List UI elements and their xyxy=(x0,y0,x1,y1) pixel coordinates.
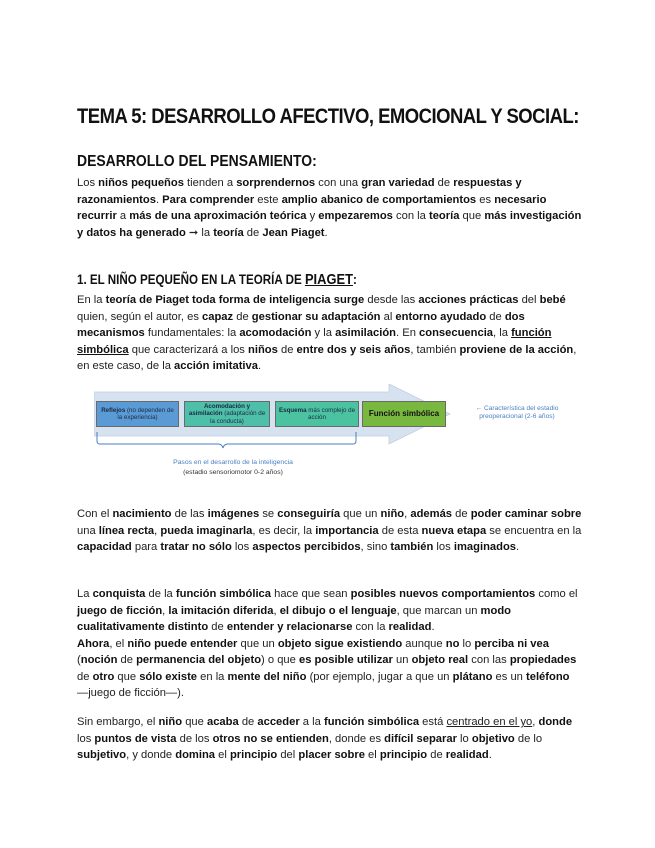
bold-run: perciba ni vea xyxy=(474,637,549,650)
bold-run: principio xyxy=(229,749,278,761)
bold-run: posibles nuevos comportamientos xyxy=(350,588,536,600)
bold-run: entender y relacionarse xyxy=(226,621,353,633)
bold-run: otro xyxy=(92,670,115,683)
bold-run: teoría de Piaget toda forma de inteligencia surge xyxy=(105,294,365,306)
bold-run: juego de ficción xyxy=(77,604,163,617)
bold-run: objetivo xyxy=(471,732,515,745)
bold-run: la imitación diferida xyxy=(168,604,274,617)
bold-run: objeto real xyxy=(411,654,469,666)
bold-run: poder caminar sobre xyxy=(470,508,582,520)
bold-run: gestionar su adaptación xyxy=(251,310,381,323)
bold-run: subjetivo xyxy=(77,749,127,761)
bold-run: plátano xyxy=(452,670,493,683)
bold-run: Para comprender xyxy=(162,193,255,206)
bold-run: gran variedad xyxy=(361,177,435,189)
brace-label-line2: (estadio sensoriomotor 0-2 años) xyxy=(183,468,283,476)
bold-run: nacimiento xyxy=(112,508,172,520)
bold-run: acción imitativa xyxy=(174,360,258,372)
bold-run: capacidad xyxy=(77,541,132,553)
bold-run: noción xyxy=(80,654,118,666)
bold-run: aspectos percibidos xyxy=(252,541,361,553)
subsection-title-piaget: PIAGET xyxy=(304,271,353,288)
diagram-side-note: ← Característica del estadio preoperacional (2-6 años) xyxy=(475,405,559,421)
step-reflejos-text: (no dependen de la experiencia) xyxy=(117,406,174,421)
intelligence-development-diagram xyxy=(94,384,584,484)
underlined-run: centrado en el yo xyxy=(446,716,533,728)
step-esquema-bold: Esquema xyxy=(279,406,307,414)
bold-run: teoría xyxy=(213,226,244,239)
bold-run: permanencia del objeto xyxy=(136,654,262,666)
bold-run: dos mecanismos xyxy=(77,310,525,339)
bold-run: nueva etapa xyxy=(421,524,487,537)
bold-run: asimilación xyxy=(335,327,397,339)
paragraph-egocentrism: Sin embargo, el niño que acaba de acceder a la función simbólica está centrado en el yo, donde los puntos de vista de los otros no se entienden, donde es difícil separar lo objetivo de lo subjetivo, y donde domina el principio del placer sobre el principio de realidad. xyxy=(77,716,573,761)
diagram-brace-label xyxy=(138,458,328,477)
bold-run: niños xyxy=(248,343,278,356)
bold-run: mente del niño xyxy=(227,670,307,683)
bold-run: Ahora xyxy=(77,637,110,650)
bold-run: principio xyxy=(379,749,428,761)
diagram-step-esquema xyxy=(275,401,359,427)
bold-run: realidad xyxy=(445,749,489,761)
bold-run: también xyxy=(390,541,434,553)
diagram-step-acomodacion xyxy=(184,401,270,427)
bold-run: imaginados xyxy=(453,541,517,553)
bold-run: otros xyxy=(212,732,241,745)
bold-run: modo cualitativamente distinto xyxy=(77,604,511,633)
bold-run: no xyxy=(445,637,460,650)
bold-run: niño puede entender xyxy=(127,637,238,650)
bold-run: acaba xyxy=(206,716,239,728)
step-acomodacion-bold: Acomodación y asimilación xyxy=(188,402,251,418)
paragraph-intro: Los niños pequeños tienden a sorprendernos con una gran variedad de respuestas y razonamientos. Para comprender este amplio abanico de comportamientos es necesario recurrir a más de una aproximación teórica y empezaremos con la teoría que más investigación y datos ha generado ➞ la teoría de Jean Piaget. xyxy=(77,177,582,239)
bold-run: más investigación y datos ha generado xyxy=(77,210,582,239)
bold-run: teoría xyxy=(428,210,460,222)
diagram-step-funcion-simbolica: Función simbólica xyxy=(362,401,446,427)
bold-run: niño xyxy=(158,716,183,728)
bold-run: sólo existe xyxy=(139,670,198,683)
step-esquema-text: más complejo de acción xyxy=(306,406,356,421)
paragraph-symbolic-function: La conquista de la función simbólica hace que sean posibles nuevos comportamientos como el juego de ficción, la imitación diferida, el dibujo o el lenguaje, que marcan un modo cualitativamente distinto de entender y relacionarse con la realidad. Ahora, el niño puede entender que un objeto sigue existiendo aunque no lo perciba ni vea (noción de permanencia del objeto) o que es posible utilizar un objeto real con las propiedades de otro que sólo existe en la mente del niño (por ejemplo, jugar a que un plátano es un teléfono —juego de ficción—). xyxy=(77,588,578,699)
bold-run: sorprendernos xyxy=(236,177,316,189)
bold-run: Jean Piaget xyxy=(262,226,325,239)
bold-run: es posible utilizar xyxy=(299,654,393,666)
bold-run: placer sobre xyxy=(298,749,365,761)
page-title: TEMA 5: DESARROLLO AFECTIVO, EMOCIONAL Y SOCIAL: xyxy=(77,104,579,128)
bold-run: línea recta xyxy=(98,524,155,537)
bold-run: conseguiría xyxy=(277,508,341,520)
bold-run: domina xyxy=(175,749,216,761)
step-reflejos-bold: Reflejos xyxy=(101,406,126,414)
bold-run: teléfono xyxy=(526,670,570,683)
bold-run: amplio abanico de comportamientos xyxy=(281,193,477,206)
section-title: DESARROLLO DEL PENSAMIENTO: xyxy=(77,153,317,170)
bold-run: difícil separar xyxy=(384,732,457,745)
bold-run: donde xyxy=(538,716,573,728)
subsection-title-prefix: 1. EL NIÑO PEQUEÑO EN LA TEORÍA DE xyxy=(77,272,305,287)
bold-run: capaz xyxy=(202,310,234,323)
bold-run: bebé xyxy=(539,294,566,306)
bold-run: empezaremos xyxy=(318,210,393,222)
bold-run: respuestas y razonamientos xyxy=(77,177,522,206)
bold-run: más de una aproximación teórica xyxy=(129,210,307,222)
bold-run: objeto sigue existiendo xyxy=(277,637,403,650)
paragraph-piaget-theory: En la teoría de Piaget toda forma de inteligencia surge desde las acciones prácticas del bebé quien, según el autor, es capaz de gestionar su adaptación al entorno ayudado de dos mecanismos fundamentales: la acomodación y la asimilación. En consecuencia, la función simbólica que caracterizará a los niños de entre dos y seis años, también proviene de la acción, en este caso, de la acción imitativa. xyxy=(77,294,577,372)
bold-run: propiedades xyxy=(509,654,577,666)
bold-run: consecuencia xyxy=(419,327,494,339)
subsection-title-suffix: : xyxy=(352,272,357,287)
bold-run: acciones prácticas xyxy=(418,294,519,306)
bold-run: realidad xyxy=(388,621,432,633)
bold-run: además xyxy=(410,508,453,520)
bold-run: no se entienden xyxy=(243,732,329,745)
bold-run: el dibujo o el lenguaje xyxy=(279,604,397,617)
bold-run: acomodación xyxy=(239,327,312,339)
bold-run: función simbólica xyxy=(323,716,420,728)
bold-run: función simbólica xyxy=(77,327,552,356)
bold-run: entre dos y seis años xyxy=(296,343,411,356)
bold-run: pueda imaginarla xyxy=(160,524,253,537)
bold-run: necesario recurrir xyxy=(77,193,547,222)
bold-run: acceder xyxy=(257,716,300,728)
brace-label-line1: Pasos en el desarrollo de la inteligencia xyxy=(173,459,293,466)
bold-run: conquista xyxy=(92,588,146,600)
bold-run: niño xyxy=(380,508,405,520)
bold-run: función simbólica xyxy=(175,588,271,600)
bold-run: proviene de la acción xyxy=(459,343,574,356)
bold-run: entorno ayudado xyxy=(395,310,487,323)
bold-run: tratar no sólo xyxy=(160,541,232,553)
bold-run: niños pequeños xyxy=(98,177,184,189)
paragraph-images: Con el nacimiento de las imágenes se conseguiría que un niño, además de poder caminar sobre una línea recta, pueda imaginarla, es decir, la importancia de esta nueva etapa se encuentra en la capacidad para tratar no sólo los aspectos percibidos, sino también los imaginados. xyxy=(77,508,582,553)
subsection-title xyxy=(77,271,357,288)
step-acomodacion-text: (adaptación de la conducta) xyxy=(210,410,266,425)
bold-run: imágenes xyxy=(207,508,260,520)
bold-run: puntos de vista xyxy=(94,732,177,745)
bold-run: importancia xyxy=(315,524,379,537)
diagram-step-reflejos xyxy=(96,401,179,427)
